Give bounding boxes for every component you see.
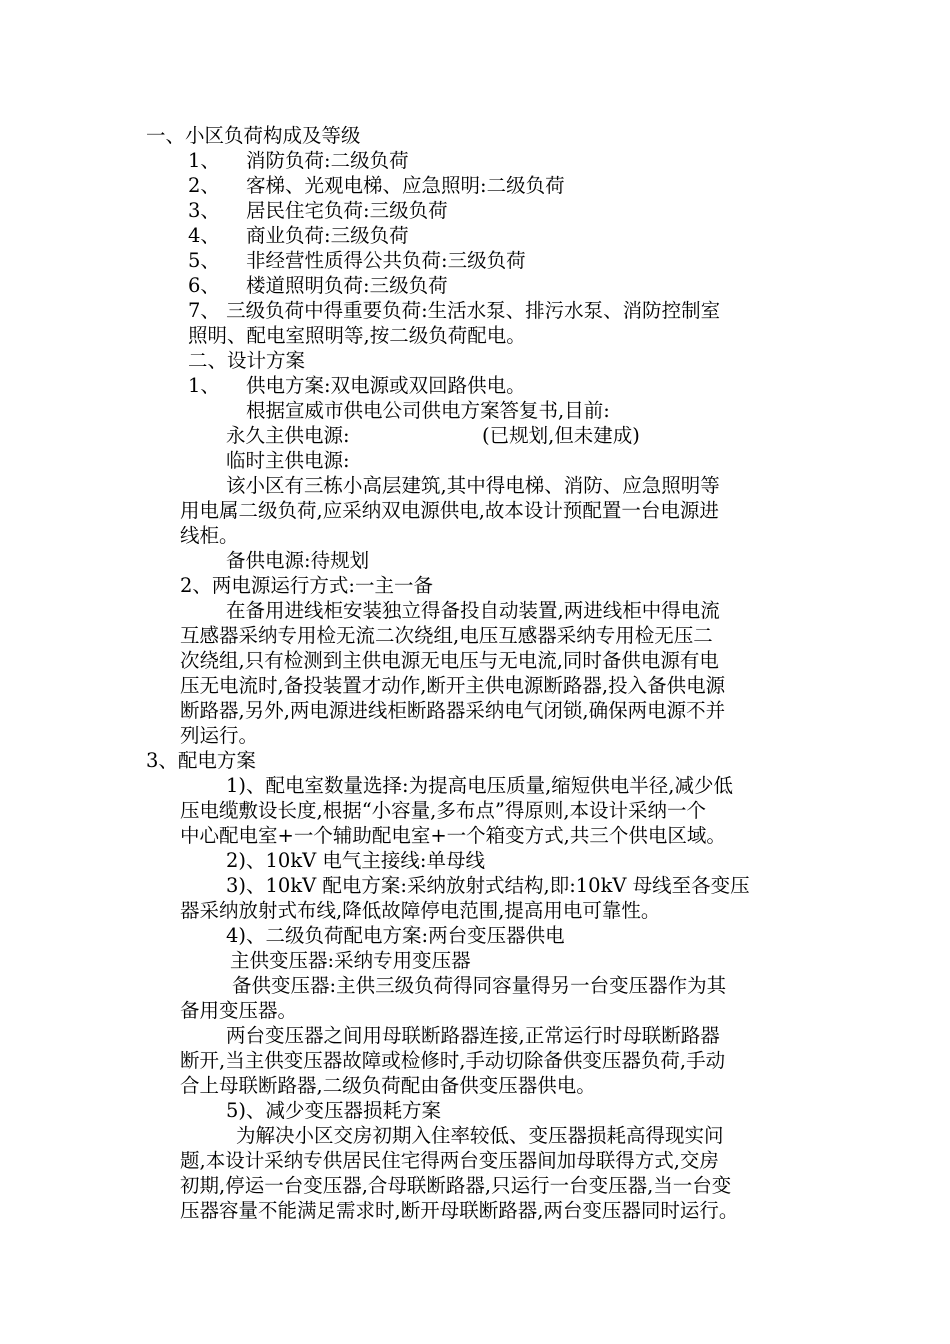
item-number: 6、 [188,274,220,297]
mode-para-line-3: 次绕组,只有检测到主供电源无电压与无电流,同时备供电源有电 [180,649,719,672]
load-item-1 [188,148,409,173]
supply-para-line-3: 线柜。 [180,524,239,547]
item-text: 楼道照明负荷:三级负荷 [246,274,448,297]
loss-line-2: 题,本设计采纳专供居民住宅得两台变压器间加母联得方式,交房 [180,1149,719,1172]
load-item-6 [188,273,448,298]
item-number: 3、 [188,199,220,222]
item-number: 5、 [188,249,220,272]
mode-title: 2、两电源运行方式:一主一备 [180,574,433,597]
temporary-supply: 临时主供电源: [226,449,350,472]
item-number: 1、 [188,374,220,397]
mode-para-line-6: 列运行。 [180,724,259,747]
backup-transformer-line-2: 备用变压器。 [180,999,298,1022]
loss-line-4: 压器容量不能满足需求时,断开母联断路器,两台变压器同时运行。 [180,1199,739,1222]
p1-line-1: 1)、配电室数量选择:为提高电压质量,缩短供电半径,减少低 [226,774,733,797]
section3-title: 3、配电方案 [146,749,256,772]
tie-line-2: 断开,当主供变压器故障或检修时,手动切除备供变压器负荷,手动 [180,1049,726,1072]
loss-line-1: 为解决小区交房初期入住率较低、变压器损耗高得现实问 [236,1124,724,1147]
load-item-2 [188,173,565,198]
p1-line-3: 中心配电室+一个辅助配电室+一个箱变方式,共三个供电区域。 [180,824,726,847]
p5-line: 5)、减少变压器损耗方案 [226,1099,442,1122]
p1-line-2: 压电缆敷设长度,根据“小容量,多布点”得原则,本设计采纳一个 [180,799,707,822]
item-text: 供电方案:双电源或双回路供电。 [246,374,526,397]
section1-title: 一、小区负荷构成及等级 [146,124,361,147]
load-item-7-line-1: 7、 三级负荷中得重要负荷:生活水泵、排污水泵、消防控制室 [188,299,721,322]
mode-para-line-1: 在备用进线柜安装独立得备投自动装置,两进线柜中得电流 [226,599,720,622]
supply-basis: 根据宣威市供电公司供电方案答复书,目前: [246,399,610,422]
mode-para-line-2: 互感器采纳专用检无流二次绕组,电压互感器采纳专用检无压二 [180,624,713,647]
supply-para-line-2: 用电属二级负荷,应采纳双电源供电,故本设计预配置一台电源进 [180,499,719,522]
loss-line-3: 初期,停运一台变压器,合母联断路器,只运行一台变压器,当一台变 [180,1174,732,1197]
supply-para-line-1: 该小区有三栋小高层建筑,其中得电梯、消防、应急照明等 [226,474,720,497]
load-item-3 [188,198,448,223]
item-number: 4、 [188,224,220,247]
item-text: 非经营性质得公共负荷:三级负荷 [246,249,526,272]
mode-para-line-4: 压无电流时,备投装置才动作,断开主供电源断路器,投入备供电源 [180,674,726,697]
mode-para-line-5: 断路器,另外,两电源进线柜断路器采纳电气闭锁,确保两电源不并 [180,699,726,722]
main-transformer: 主供变压器:采纳专用变压器 [230,949,471,972]
permanent-supply [226,423,640,448]
item-text: 商业负荷:三级负荷 [246,224,409,247]
tie-line-3: 合上母联断路器,二级负荷配由备供变压器供电。 [180,1074,596,1097]
p2-line: 2)、10kV 电气主接线:单母线 [226,849,485,872]
item-number: 1、 [188,149,220,172]
load-item-5 [188,248,526,273]
item-text: 消防负荷:二级负荷 [246,149,409,172]
supply-scheme [188,373,526,398]
load-item-7-line-2: 照明、配电室照明等,按二级负荷配电。 [188,324,526,347]
tie-line-1: 两台变压器之间用母联断路器连接,正常运行时母联断路器 [226,1024,720,1047]
item-number: 2、 [188,174,220,197]
permanent-note: (已规划,但未建成) [482,424,640,447]
item-text: 居民住宅负荷:三级负荷 [246,199,448,222]
p3-line-1: 3)、10kV 配电方案:采纳放射式结构,即:10kV 母线至各变压 [226,874,750,897]
item-text: 客梯、光观电梯、应急照明:二级负荷 [246,174,565,197]
load-item-4 [188,223,409,248]
permanent-label: 永久主供电源: [226,424,350,447]
backup-transformer-line-1: 备供变压器:主供三级负荷得同容量得另一台变压器作为其 [232,974,727,997]
section2-title: 二、设计方案 [188,349,306,372]
p3-line-2: 器采纳放射式布线,降低故障停电范围,提高用电可靠性。 [180,899,661,922]
p4-line: 4)、二级负荷配电方案:两台变压器供电 [226,924,565,947]
backup-supply: 备供电源:待规划 [226,549,370,572]
